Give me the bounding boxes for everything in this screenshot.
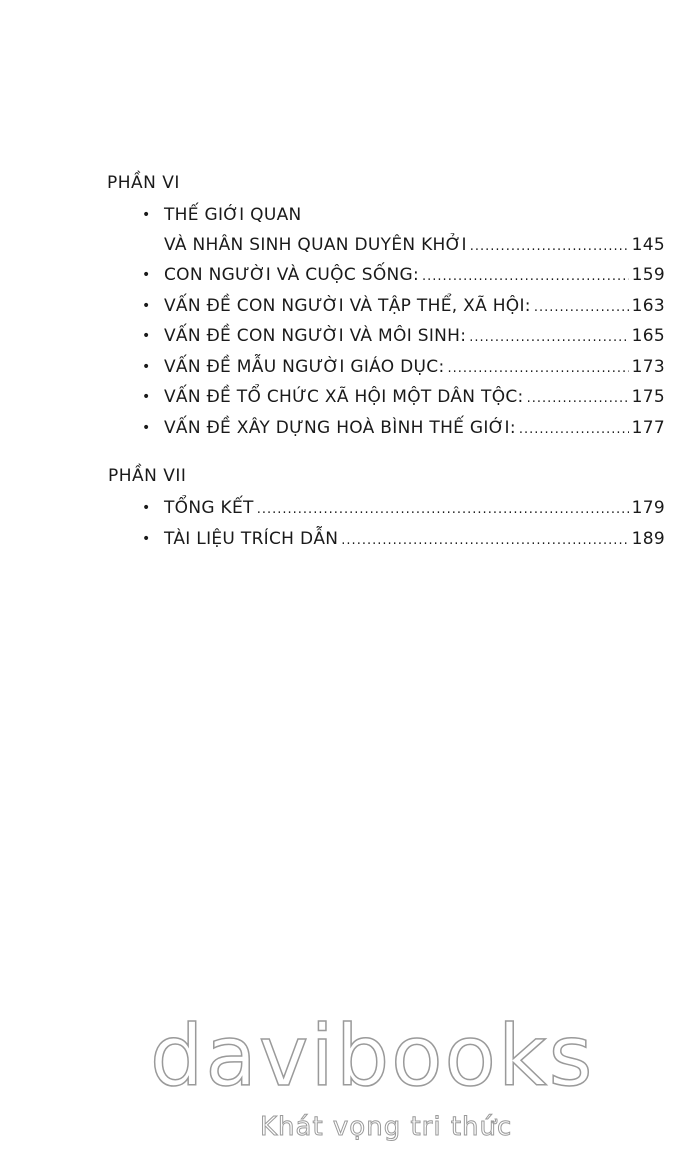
toc-entry-text: VẤN ĐỀ XÂY DỰNG HOÀ BÌNH THẾ GIỚI: — [164, 417, 516, 438]
toc-line — [164, 322, 665, 353]
section-title-phan-vii: PHẦN VII — [108, 466, 187, 486]
bullet-icon: • — [142, 328, 151, 344]
toc-line — [164, 414, 665, 445]
toc-page-number: 177 — [631, 417, 665, 438]
toc-list-phan-vii — [140, 494, 665, 555]
bullet-icon: • — [142, 267, 151, 283]
toc-entry-to-chuc-xa-hoi — [140, 383, 665, 414]
toc-line — [164, 494, 665, 525]
dot-leader — [469, 323, 628, 353]
toc-list-phan-vi — [140, 201, 665, 444]
toc-entry-text: VẤN ĐỀ MẪU NGƯỜI GIÁO DỤC: — [164, 356, 445, 377]
toc-page-number: 159 — [631, 265, 665, 285]
toc-entry-tong-ket — [140, 494, 665, 525]
toc-page-number: 173 — [631, 356, 665, 377]
toc-entry-text: THẾ GIỚI QUAN — [164, 205, 302, 225]
toc-entry-tap-the-xa-hoi — [140, 292, 665, 323]
toc-entry-the-gioi-quan — [140, 201, 665, 261]
bullet-icon: • — [142, 500, 151, 516]
toc-page-number: 179 — [631, 498, 665, 518]
toc-line — [164, 525, 665, 556]
toc-entry-text: VẤN ĐỀ CON NGƯỜI VÀ MÔI SINH: — [164, 326, 467, 346]
dot-leader — [527, 384, 629, 414]
bullet-icon: • — [142, 207, 151, 223]
toc-page-number: 145 — [631, 234, 665, 255]
toc-entry-text: VẤN ĐỀ TỔ CHỨC XÃ HỘI MỘT DÂN TỘC: — [164, 387, 524, 407]
bullet-icon: • — [142, 389, 151, 405]
toc-entry-hoa-binh-the-gioi — [140, 414, 665, 445]
watermark-tagline: Khát vọng tri thức — [260, 1112, 513, 1142]
toc-line — [164, 292, 665, 323]
bullet-icon: • — [142, 297, 151, 314]
toc-entry-mau-nguoi-giao-duc — [140, 353, 665, 384]
watermark-logo: davibooks — [150, 1007, 595, 1105]
toc-entry-text: TỔNG KẾT — [164, 498, 254, 518]
toc-entry-text: CON NGƯỜI VÀ CUỘC SỐNG: — [164, 265, 420, 285]
toc-line — [164, 201, 665, 231]
toc-line — [164, 231, 665, 262]
toc-entry-tai-lieu-trich-dan — [140, 525, 665, 556]
section-title-phan-vi: PHẦN VI — [107, 173, 180, 193]
toc-entry-text: VÀ NHÂN SINH QUAN DUYÊN KHỞI — [164, 234, 467, 255]
toc-line — [164, 353, 665, 384]
toc-page-number: 189 — [631, 528, 665, 549]
dot-leader — [519, 415, 629, 445]
toc-line — [164, 383, 665, 414]
bullet-icon: • — [142, 530, 151, 547]
toc-entry-con-nguoi-va-cuoc-song — [140, 261, 665, 292]
dot-leader — [257, 495, 629, 525]
toc-entry-text: VẤN ĐỀ CON NGƯỜI VÀ TẬP THỂ, XÃ HỘI: — [164, 295, 531, 316]
dot-leader — [470, 232, 629, 262]
bullet-icon: • — [142, 358, 151, 375]
dot-leader — [448, 354, 629, 384]
toc-entry-text: TÀI LIỆU TRÍCH DẪN — [164, 528, 339, 549]
toc-line — [164, 261, 665, 292]
dot-leader — [422, 262, 629, 292]
toc-entry-moi-sinh — [140, 322, 665, 353]
toc-page-number: 163 — [631, 295, 665, 316]
watermark — [150, 1007, 595, 1142]
dot-leader — [341, 526, 628, 556]
bullet-icon: • — [142, 419, 151, 436]
dot-leader — [534, 293, 629, 323]
toc-page-number: 175 — [631, 387, 665, 407]
toc-page-number: 165 — [631, 326, 665, 346]
